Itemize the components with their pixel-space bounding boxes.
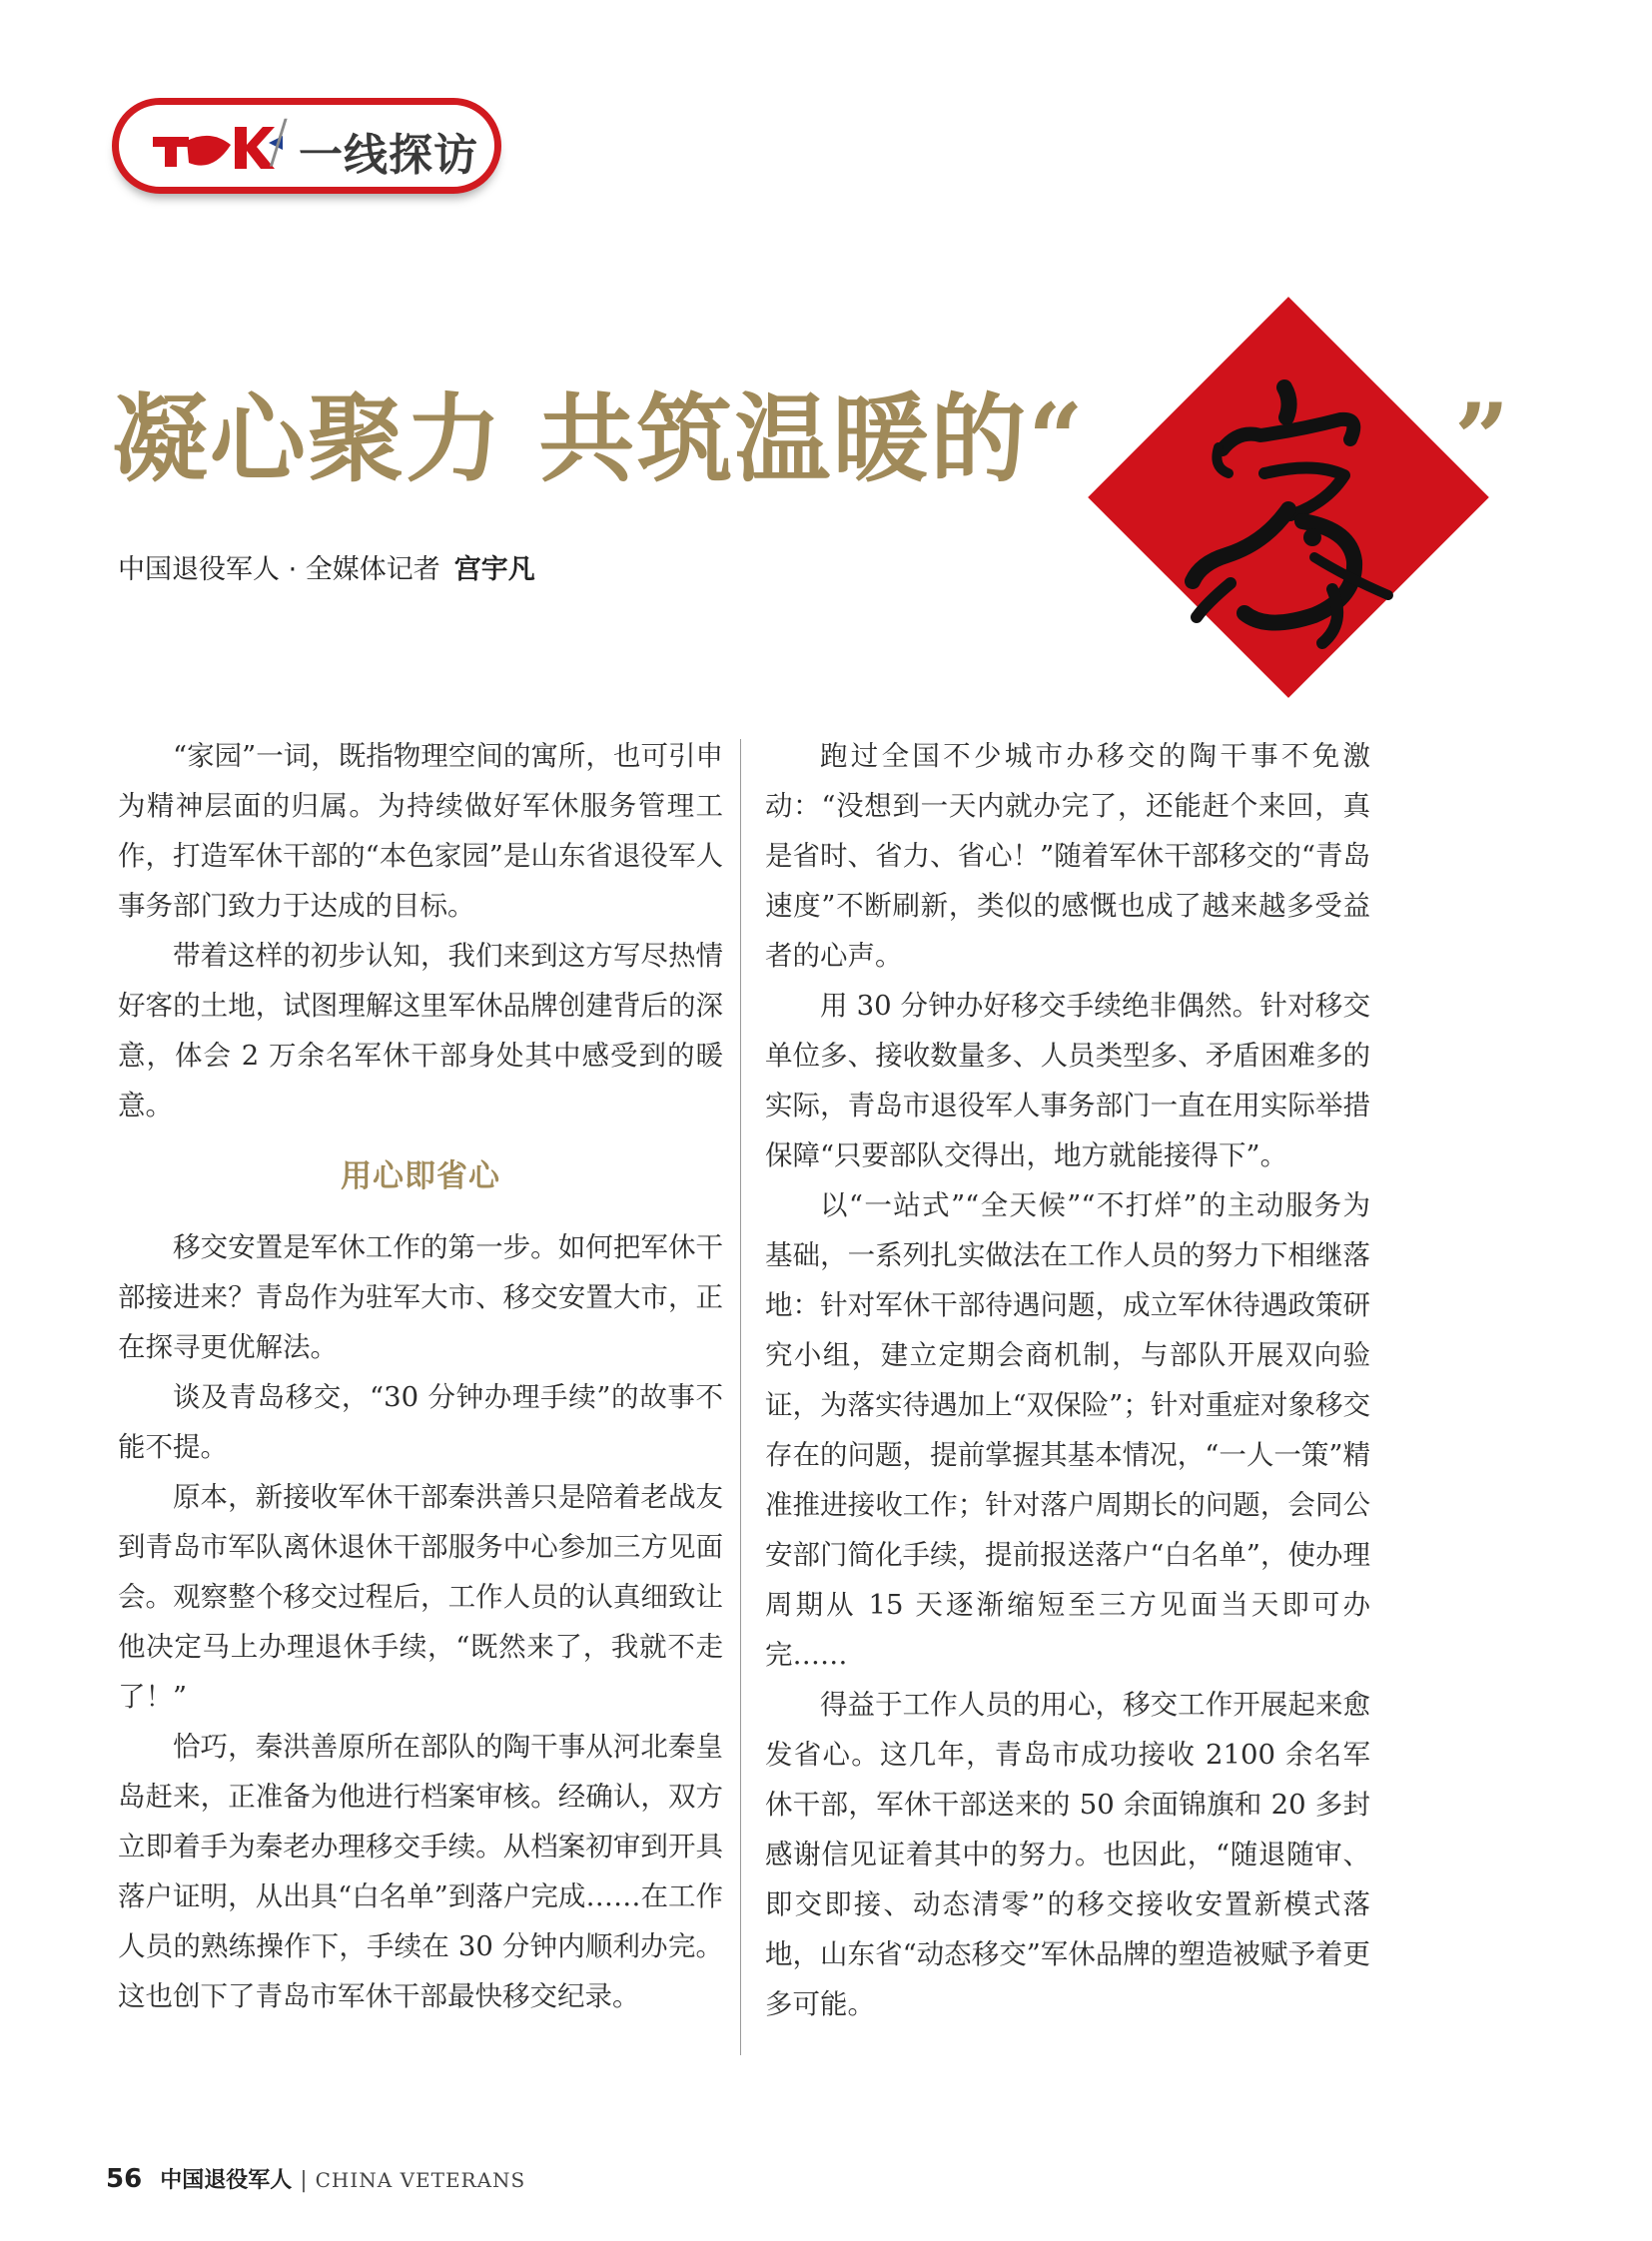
page-number: 56 (106, 2164, 143, 2194)
paragraph: 用 30 分钟办好移交手续绝非偶然。针对移交单位多、接收数量多、人员类型多、矛盾困难多的实际，青岛市退役军人事务部门一直在用实际举措保障“只要部队交得出，地方就能接得下”。 (765, 990, 1370, 1171)
page-footer (106, 2163, 525, 2194)
article-title: 凝心聚力 共筑温暖的“ (112, 382, 1086, 495)
paragraph: “家园”一词，既指物理空间的寓所，也可引申为精神层面的归属。为持续做好军休服务管理工作，打造军休干部的“本色家园”是山东省退役军人事务部门致力于达成的目标。 (118, 740, 723, 922)
calligraphy-diamond (1089, 298, 1488, 697)
paragraph: 跑过全国不少城市办移交的陶干事不免激动：“没想到一天内就办完了，还能赶个来回，真是省时、省力、省心！”随着军休干部移交的“青岛速度”不断刷新，类似的感慨也成了越来越多受益者的心声。 (765, 740, 1370, 972)
left-column (118, 731, 723, 2021)
right-column (765, 731, 1370, 2029)
calligraphy-jia-glyph (1089, 298, 1488, 697)
byline (118, 547, 535, 586)
paragraph: 带着这样的初步认知，我们来到这方写尽热情好客的土地，试图理解这里军休品牌创建背后的深意，体会 2 万余名军休干部身处其中感受到的暖意。 (118, 940, 723, 1121)
column-label: 一线探访 (299, 130, 478, 181)
column-badge (112, 98, 501, 194)
title-close-quote: ” (1454, 382, 1510, 495)
footer-separator: | (300, 2168, 308, 2193)
section-subhead: 用心即省心 (341, 1158, 500, 1194)
column-divider (740, 739, 741, 2055)
byline-source: 中国退役军人 · 全媒体记者 (118, 554, 440, 585)
paragraph: 得益于工作人员的用心，移交工作开展起来愈发省心。这几年，青岛市成功接收 2100 余名军休干部，军休干部送来的 50 余面锦旗和 20 多封感谢信见证着其中的努力。也因此，“随退随审、即交即接、动态清零”的移交接收安置新模式落地，山东省“动态移交”军休品牌的塑造被赋予着更多可能。 (765, 1689, 1370, 2020)
magazine-name-en: CHINA VETERANS (315, 2168, 526, 2192)
badge-slash: / (269, 107, 289, 175)
paragraph: 原本，新接收军休干部秦洪善只是陪着老战友到青岛市军队离休退休干部服务中心参加三方见面会。观察整个移交过程后，工作人员的认真细致让他决定马上办理退休手续，“既然来了，我就不走了！” (118, 1481, 723, 1713)
paragraph: 移交安置是军休工作的第一步。如何把军休干部接进来？青岛作为驻军大市、移交安置大市，正在探寻更优解法。 (118, 1231, 723, 1363)
paragraph: 以“一站式”“全天候”“不打烊”的主动服务为基础，一系列扎实做法在工作人员的努力下相继落地：针对军休干部待遇问题，成立军休待遇政策研究小组，建立定期会商机制，与部队开展双向验证，为落实待遇加上“双保险”；针对重症对象移交存在的问题，提前掌握其基本情况，“一人一策”精准推进接收工作；针对落户周期长的问题，会同公安部门简化手续，提前报送落户“白名单”，使办理周期从 15 天逐渐缩短至三方见面当天即可办完…… (765, 1189, 1370, 1671)
byline-author: 宫宇凡 (453, 554, 535, 585)
paragraph: 恰巧，秦洪善原所在部队的陶干事从河北秦皇岛赶来，正准备为他进行档案审核。经确认，双方立即着手为秦老办理移交手续。从档案初审到开具落户证明，从出具“白名单”到落户完成……在工作人员的熟练操作下，手续在 30 分钟内顺利办完。这也创下了青岛市军休干部最快移交纪录。 (118, 1731, 723, 2012)
paragraph: 谈及青岛移交，“30 分钟办理手续”的故事不能不提。 (118, 1381, 723, 1463)
magazine-name-cn: 中国退役军人 (160, 2168, 293, 2193)
